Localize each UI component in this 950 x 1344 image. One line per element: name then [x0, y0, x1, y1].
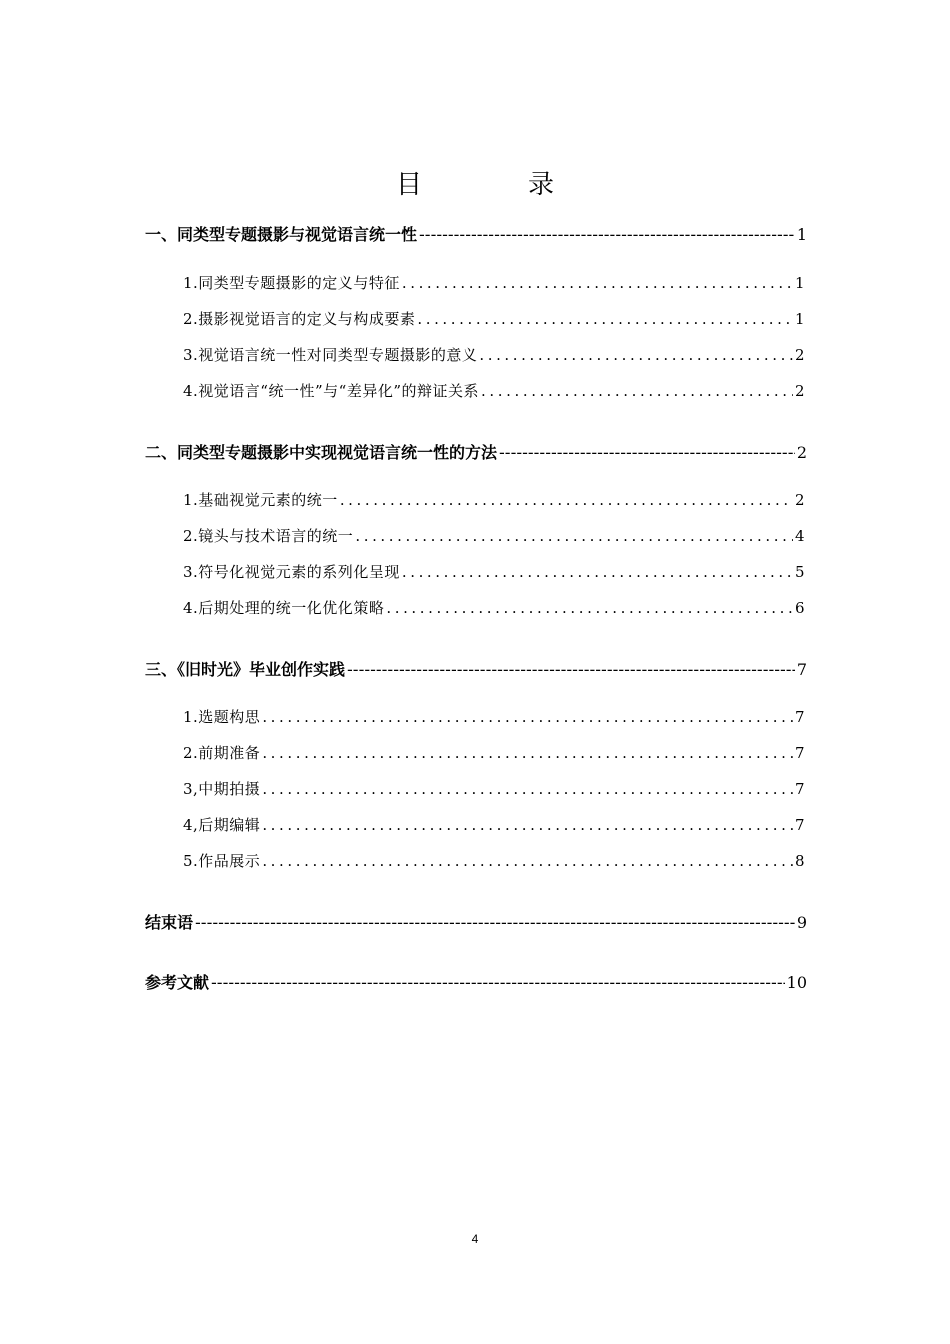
- toc-item-label: 1.选题构思: [183, 708, 261, 726]
- toc-item-2-2[interactable]: [183, 525, 805, 546]
- toc-section-label: 二、同类型专题摄影中实现视觉语言统一性的方法: [145, 443, 498, 462]
- page-footer-number: 4: [471, 1232, 479, 1246]
- dot-leader: [386, 599, 793, 617]
- toc-item-label: 4.后期处理的统一化优化策略: [183, 599, 385, 617]
- dot-leader: [340, 491, 793, 509]
- toc-page-number: 7: [794, 744, 805, 762]
- toc-page-number: 2: [794, 346, 805, 364]
- toc-page-number: 7: [796, 660, 807, 679]
- toc-item-label: 4,后期编辑: [183, 816, 261, 834]
- toc-page-number: 1: [794, 274, 805, 292]
- toc-item-3-1[interactable]: [183, 706, 805, 727]
- toc-item-label: 5.作品展示: [183, 852, 261, 870]
- toc-page-number: 2: [796, 443, 807, 462]
- toc-item-label: 3,中期拍摄: [183, 780, 261, 798]
- toc-section-conclusion[interactable]: [145, 910, 807, 933]
- toc-section-1[interactable]: [145, 222, 807, 245]
- toc-page-number: 1: [796, 225, 807, 244]
- toc-page-number: 4: [794, 527, 805, 545]
- dot-leader: [262, 780, 793, 798]
- toc-page-number: 10: [786, 973, 807, 992]
- dot-leader: [262, 708, 793, 726]
- toc-item-label: 3.视觉语言统一性对同类型专题摄影的意义: [183, 346, 478, 364]
- dot-leader: [262, 852, 793, 870]
- toc-page-number: 2: [794, 491, 805, 509]
- toc-item-label: 3.符号化视觉元素的系列化呈现: [183, 563, 400, 581]
- dot-leader: [402, 563, 793, 581]
- dot-leader: [479, 346, 793, 364]
- toc-page-number: 7: [794, 816, 805, 834]
- toc-section-label: 一、同类型专题摄影与视觉语言统一性: [145, 225, 418, 244]
- toc-item-2-1[interactable]: [183, 489, 805, 510]
- toc-item-label: 2.镜头与技术语言的统一: [183, 527, 354, 545]
- toc-section-3[interactable]: [145, 657, 807, 680]
- toc-section-references[interactable]: [145, 970, 807, 993]
- dash-leader: [419, 225, 795, 244]
- toc-item-1-4[interactable]: [183, 380, 805, 401]
- toc-item-label: 2.前期准备: [183, 744, 261, 762]
- toc-page-number: 8: [794, 852, 805, 870]
- dot-leader: [355, 527, 793, 545]
- dash-leader: [499, 443, 795, 462]
- toc-page-number: 2: [794, 382, 805, 400]
- dash-leader: [195, 913, 795, 932]
- toc-item-1-1[interactable]: [183, 272, 805, 293]
- dot-leader: [402, 274, 793, 292]
- toc-page-number: 7: [794, 780, 805, 798]
- dash-leader: [211, 973, 785, 992]
- toc-item-label: 1.基础视觉元素的统一: [183, 491, 338, 509]
- toc-item-label: 4.视觉语言“统一性”与“差异化”的辩证关系: [183, 382, 479, 400]
- dot-leader: [262, 744, 793, 762]
- dash-leader: [347, 660, 795, 679]
- toc-section-label: 三、《旧时光》毕业创作实践: [145, 660, 346, 679]
- toc-page-number: 1: [794, 310, 805, 328]
- dot-leader: [417, 310, 793, 328]
- dot-leader: [481, 382, 793, 400]
- dot-leader: [262, 816, 793, 834]
- toc-item-label: 2.摄影视觉语言的定义与构成要素: [183, 310, 416, 328]
- toc-item-3-2[interactable]: [183, 742, 805, 763]
- toc-item-3-5[interactable]: [183, 850, 805, 871]
- toc-item-1-3[interactable]: [183, 344, 805, 365]
- toc-page-number: 7: [794, 708, 805, 726]
- page-title: 目 录: [395, 170, 594, 200]
- toc-section-label: 结束语: [145, 913, 194, 932]
- toc-item-3-4[interactable]: [183, 814, 805, 835]
- toc-section-label: 参考文献: [145, 973, 210, 992]
- toc-page-number: 9: [796, 913, 807, 932]
- toc-item-2-4[interactable]: [183, 597, 805, 618]
- toc-item-label: 1.同类型专题摄影的定义与特征: [183, 274, 400, 292]
- toc-item-2-3[interactable]: [183, 561, 805, 582]
- toc-page-number: 5: [794, 563, 805, 581]
- toc-section-2[interactable]: [145, 440, 807, 463]
- toc-page-number: 6: [794, 599, 805, 617]
- toc-item-3-3[interactable]: [183, 778, 805, 799]
- toc-item-1-2[interactable]: [183, 308, 805, 329]
